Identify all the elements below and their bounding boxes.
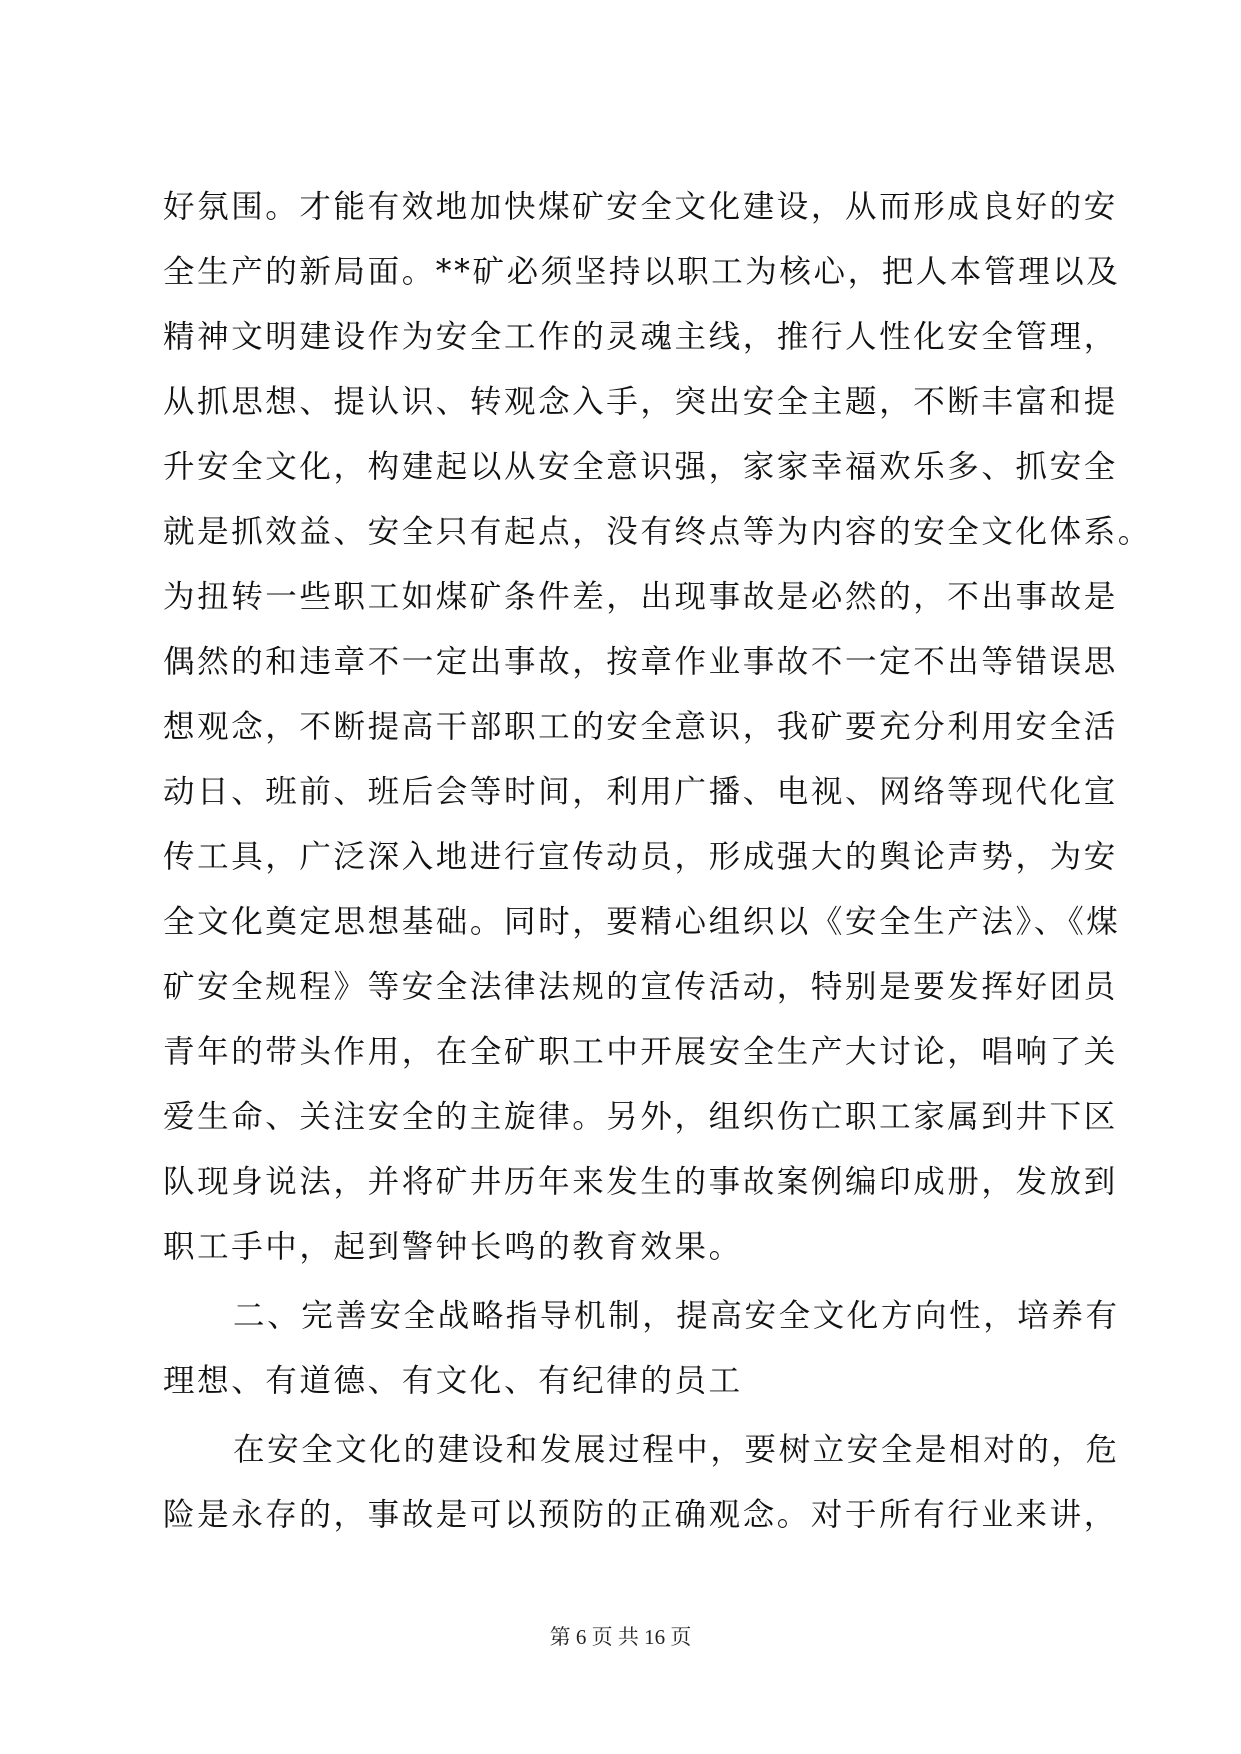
text-line: 在安全文化的建设和发展过程中，要树立安全是相对的，危 <box>233 1432 1120 1468</box>
text-line: 全文化奠定思想基础。同时，要精心组织以《安全生产法》、《煤 <box>163 904 1121 940</box>
text-line: 爱生命、关注安全的主旋律。另外，组织伤亡职工家属到井下区 <box>163 1099 1118 1135</box>
text-line: 矿安全规程》等安全法律法规的宣传活动，特别是要发挥好团员 <box>163 969 1118 1005</box>
page-footer: 第 6 页 共 16 页 <box>549 1625 692 1649</box>
section-heading-line: 理想、有道德、有文化、有纪律的员工 <box>163 1363 743 1399</box>
text-line: 好氛围。才能有效地加快煤矿安全文化建设，从而形成良好的安 <box>163 189 1118 225</box>
text-line: 青年的带头作用，在全矿职工中开展安全生产大讨论，唱响了关 <box>163 1034 1118 1070</box>
text-line: 就是抓效益、安全只有起点，没有终点等为内容的安全文化体系。 <box>163 514 1152 550</box>
text-line: 险是永存的，事故是可以预防的正确观念。对于所有行业来讲， <box>163 1497 1118 1533</box>
text-line: 偶然的和违章不一定出事故，按章作业事故不一定不出等错误思 <box>163 644 1118 680</box>
text-line: 队现身说法，并将矿井历年来发生的事故案例编印成册，发放到 <box>163 1164 1118 1200</box>
text-line: 从抓思想、提认识、转观念入手，突出安全主题，不断丰富和提 <box>163 384 1118 420</box>
section-heading-line: 二、完善安全战略指导机制，提高安全文化方向性，培养有 <box>233 1298 1120 1334</box>
text-line: 升安全文化，构建起以从安全意识强，家家幸福欢乐多、抓安全 <box>163 449 1118 485</box>
text-line: 动日、班前、班后会等时间，利用广播、电视、网络等现代化宣 <box>163 774 1118 810</box>
text-line: 全生产的新局面。**矿必须坚持以职工为核心，把人本管理以及 <box>163 254 1121 290</box>
text-line: 为扭转一些职工如煤矿条件差，出现事故是必然的，不出事故是 <box>163 579 1118 615</box>
text-line: 传工具，广泛深入地进行宣传动员，形成强大的舆论声势，为安 <box>163 839 1118 875</box>
text-line: 想观念，不断提高干部职工的安全意识，我矿要充分利用安全活 <box>163 709 1118 745</box>
text-line: 精神文明建设作为安全工作的灵魂主线，推行人性化安全管理， <box>163 319 1118 355</box>
text-line: 职工手中，起到警钟长鸣的教育效果。 <box>163 1229 743 1265</box>
